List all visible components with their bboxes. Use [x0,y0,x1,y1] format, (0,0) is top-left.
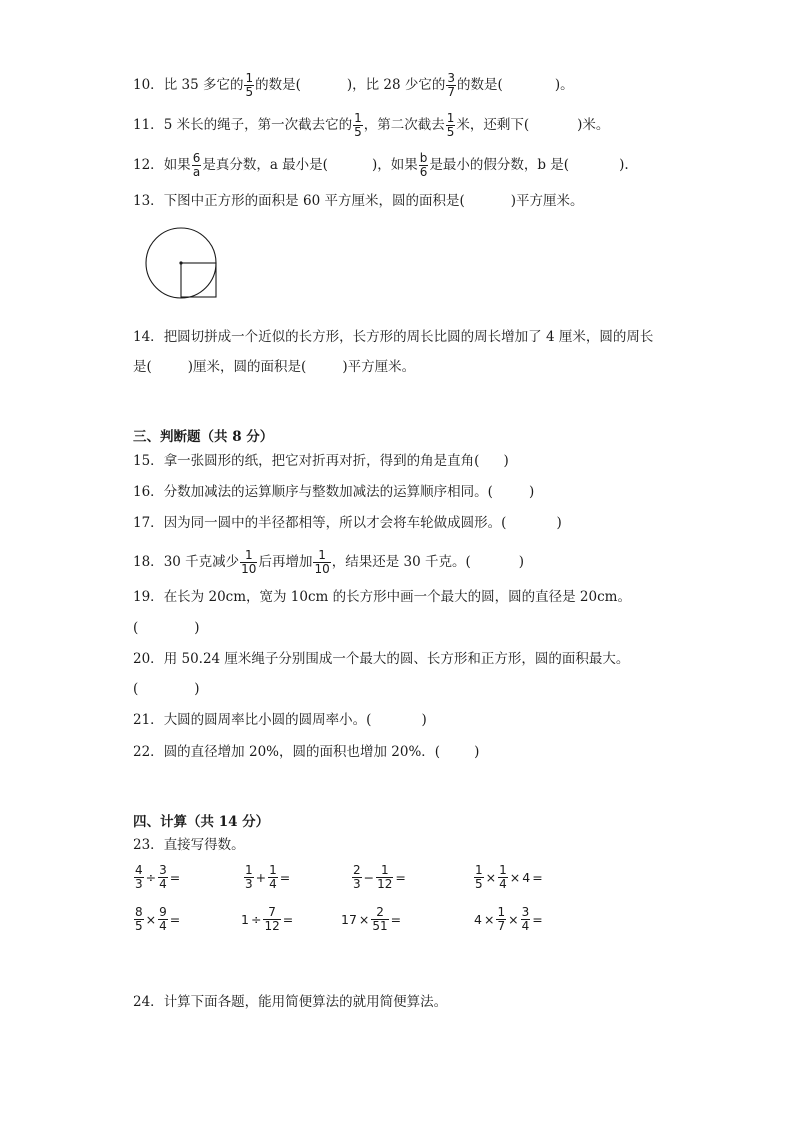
equals-sign: = [532,870,543,885]
denominator: 6 [419,165,428,179]
calc-item-7 [340,906,402,933]
numerator: 3 [159,863,167,877]
question-text: )，如果 [371,157,418,173]
operator: ÷ [250,912,262,927]
denominator: 3 [135,877,143,891]
number: 4 [474,912,482,927]
paren: ) [194,681,200,697]
question-text: 是最小的假分数，b 是( [429,157,570,173]
denominator: 12 [377,877,393,891]
question-text: ) [518,554,525,570]
question-text: ，第二次截去 [363,117,445,133]
operator: × [358,912,370,927]
question-text: )。 [554,77,574,93]
fraction [158,864,168,891]
number: 4 [522,870,531,885]
denominator: 3 [353,877,361,891]
question-text: 计算下面各题，能用简便算法的就用简便算法。 [163,994,448,1010]
fraction [134,864,144,891]
question-number: 14． [133,329,164,345]
denominator: 10 [241,562,257,576]
equals-sign: = [169,870,181,885]
question-19 [133,587,631,607]
denominator: 5 [475,877,483,891]
question-text: 是真分数，a 最小是( [202,157,328,173]
question-text: 如果 [163,157,191,173]
question-20-answer [133,679,200,699]
question-19-answer [133,618,200,638]
question-text: 大圆的圆周率比小圆的圆周率小。( [163,712,372,728]
question-text: 用 50.24 厘米绳子分别围成一个最大的圆、长方形和正方形，圆的面积最大。 [163,651,630,667]
question-10 [133,72,574,99]
denominator: 5 [446,125,455,139]
section-title: 三、判断题（共 8 分） [133,429,274,445]
fraction [371,906,388,933]
question-text: 30 千克减少 [163,554,240,570]
fraction [240,549,257,576]
numerator: 1 [499,863,507,877]
numerator: 2 [371,906,388,920]
question-number: 16． [133,484,164,500]
denominator: 4 [269,877,277,891]
question-number: 21． [133,712,164,728]
fraction [268,864,278,891]
denominator: 5 [245,85,254,99]
denominator: 10 [314,562,330,576]
fraction [419,152,429,179]
number: 1 [241,912,249,927]
question-11 [133,112,609,139]
fraction [353,112,363,139]
denominator: 4 [159,919,167,933]
question-text: ) [421,712,427,728]
question-12 [133,152,629,179]
question-text: 直接写得数。 [163,837,245,853]
question-17 [133,513,562,533]
operator: × [509,870,521,885]
question-number: 11． [133,117,164,133]
question-text: 的数是( [255,77,301,93]
calc-item-5 [133,906,181,933]
question-number: 13． [133,193,164,209]
question-text: )平方厘米。 [342,359,416,375]
fraction [521,906,531,933]
operator: × [508,912,519,927]
operator: ÷ [145,870,157,885]
section-title: 四、计算（共 14 分） [133,814,270,830]
numerator: 8 [135,905,143,919]
numerator: 1 [269,863,277,877]
denominator: 5 [135,919,143,933]
denominator: 4 [499,877,507,891]
fraction [313,549,330,576]
numerator: 1 [376,864,393,878]
question-14 [133,327,653,347]
calc-item-3 [351,864,407,891]
number: 17 [341,912,357,927]
numerator: 9 [159,905,167,919]
fraction [496,906,506,933]
question-16 [133,482,534,502]
question-text: 拿一张圆形的纸，把它对折再对折，得到的角是直角( [163,453,480,469]
calc-item-4 [473,864,544,891]
calc-item-2 [243,864,291,891]
numerator: 1 [313,549,330,563]
question-13 [133,191,584,211]
fraction [352,864,362,891]
fraction [192,152,202,179]
denominator: 3 [245,877,253,891]
equals-sign: = [279,870,291,885]
numerator: b [419,151,428,165]
fraction [134,906,144,933]
question-number: 19． [133,589,164,605]
fraction [244,864,254,891]
numerator: 3 [447,71,456,85]
question-number: 18． [133,554,164,570]
calc-item-8 [473,906,544,933]
paren: ( [133,620,139,636]
question-text: 5 米长的绳子，第一次截去它的 [163,117,353,133]
numerator: 1 [240,549,257,563]
question-number: 20． [133,651,164,667]
numerator: 6 [192,151,201,165]
question-24 [133,992,447,1012]
fraction [244,72,254,99]
fraction [158,906,168,933]
paren: ( [133,681,139,697]
question-text: ，结果还是 30 千克。( [331,554,471,570]
question-text: 后再增加 [258,554,313,570]
numerator: 1 [475,863,483,877]
numerator: 4 [135,863,143,877]
question-number: 24． [133,994,164,1010]
question-text: 米，还剩下( [456,117,530,133]
circle-square-figure [143,226,223,302]
question-text: 把圆切拼成一个近似的长方形，长方形的周长比圆的周长增加了 4 厘米，圆的周长 [163,329,654,345]
question-text: )米。 [577,117,610,133]
denominator: 5 [354,125,362,139]
numerator: 1 [245,71,254,85]
calc-item-6 [240,906,294,933]
fraction [446,112,456,139]
denominator: 4 [521,919,530,933]
question-18 [133,549,524,576]
question-number: 12． [133,157,164,173]
question-number: 17． [133,515,164,531]
operator: + [255,870,267,885]
question-text: 因为同一圆中的半径都相等，所以才会将车轮做成圆形。( [163,515,507,531]
question-text: )平方厘米。 [510,193,584,209]
question-14-line-2 [133,357,415,377]
question-text: 的数是( [457,77,503,93]
equals-sign: = [282,912,294,927]
equals-sign: = [395,870,406,885]
denominator: 12 [264,919,280,933]
operator: × [485,870,497,885]
question-number: 23． [133,837,164,853]
question-number: 10． [133,77,164,93]
question-text: 圆的直径增加 20%，圆的面积也增加 20%．( [163,744,441,760]
numerator: 1 [245,863,253,877]
question-22 [133,742,479,762]
question-text: ). [619,157,629,173]
question-text: 分数加减法的运算顺序与整数加减法的运算顺序相同。( [163,484,493,500]
question-text: 是( [133,359,152,375]
question-text: 下图中正方形的面积是 60 平方厘米，圆的面积是( [163,193,465,209]
equals-sign: = [532,912,543,927]
operator: × [145,912,157,927]
numerator: 1 [497,905,506,919]
numerator: 1 [446,111,455,125]
question-number: 15． [133,453,164,469]
denominator: 7 [447,85,456,99]
calc-item-1 [133,864,181,891]
equals-sign: = [390,912,402,927]
question-15 [133,451,509,471]
denominator: a [192,165,201,179]
paren: ) [194,620,200,636]
question-text: ) [556,515,562,531]
question-text: 比 35 多它的 [163,77,244,93]
numerator: 1 [354,111,362,125]
denominator: 51 [372,919,388,933]
fraction [498,864,508,891]
question-number: 22． [133,744,164,760]
numerator: 7 [263,906,280,920]
numerator: 2 [353,863,361,877]
fraction [376,864,393,891]
question-text: ) [503,453,509,469]
question-text: 在长为 20cm，宽为 10cm 的长方形中画一个最大的圆，圆的直径是 20cm。 [163,589,631,605]
fraction [263,906,280,933]
question-text: ) [528,484,535,500]
operator: − [363,870,375,885]
equals-sign: = [169,912,181,927]
question-text: ) [474,744,480,760]
question-text: )厘米，圆的面积是( [187,359,307,375]
question-text: )，比 28 少它的 [346,77,446,93]
numerator: 3 [521,905,530,919]
denominator: 7 [497,919,506,933]
denominator: 4 [159,877,167,891]
question-23 [133,835,245,855]
question-21 [133,710,427,730]
question-20 [133,649,629,669]
operator: × [483,912,495,927]
fraction [446,72,456,99]
fraction [474,864,484,891]
